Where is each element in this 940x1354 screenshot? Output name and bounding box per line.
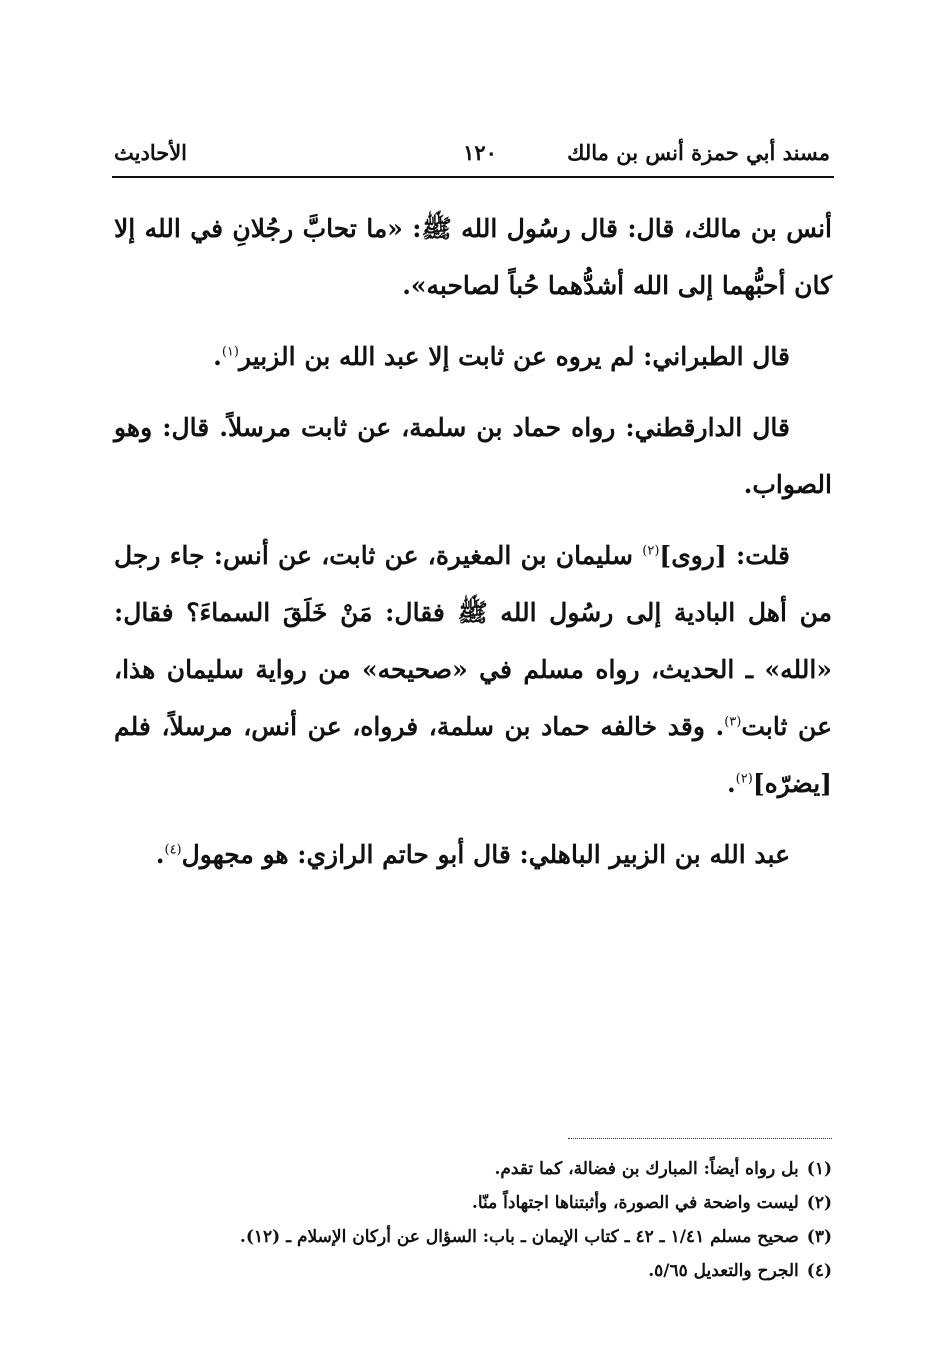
book-title: مسند أبي حمزة أنس بن مالك [567,140,830,165]
paragraph-bahili [114,826,832,883]
paragraph-text: قال الطبراني: لم يروه عن ثابت إلا عبد الله بن الزبير [238,342,790,371]
footnote-separator [568,1138,832,1139]
footnote-marker: (٣) [724,714,742,730]
footnote-marker: (١) [221,344,239,360]
footnote-marker: (٤) [164,842,182,858]
footnote-text: بل رواه أيضاً: المبارك بن فضالة، كما تقدم. [494,1159,799,1179]
paragraph-daraqutni: قال الدارقطني: رواه حماد بن سلمة، عن ثابت مرسلاً. قال: وهو الصواب. [114,413,832,499]
main-text [114,200,832,897]
footnote-number: (٣) [806,1227,832,1247]
paragraph-end: . [213,342,222,371]
footnote-item [114,1186,832,1220]
paragraph-text: قلت: [روى] [659,541,791,570]
footnote-text: صحيح مسلم ١/٤١ ـ ٤٢ ـ كتاب الإيمان ـ باب: السؤال عن أركان الإسلام ـ (١٢). [239,1227,799,1247]
footnote-number: (٢) [806,1193,832,1213]
paragraph-tabarani [114,328,832,385]
footnote-text: الجرح والتعديل ٥/٦٥. [648,1261,799,1281]
paragraph-end: . [726,769,736,798]
footnote-number: (١) [806,1159,832,1179]
paragraph-text: . وقد خالفه حماد بن سلمة، فرواه، عن أنس، مرسلاً، فلم [يضرّه] [114,712,832,798]
paragraph-text: سليمان بن المغيرة، عن ثابت، عن أنس: جاء رجل من أهل البادية إلى رسُول الله ﷺ فقال: مَنْ خَلَقَ السماءَ؟ فقال: «الله» ـ الحديث، رواه مسلم في «صحيحه» من رواية سليمان هذا، عن ثابت [114,541,832,741]
paragraph-comment [114,527,832,812]
footnote-text: ليست واضحة في الصورة، وأثبتناها اجتهاداً منّا. [471,1193,799,1213]
paragraph-hadith: أنس بن مالك، قال: قال رسُول الله ﷺ: «ما تحابَّ رجُلانِ في الله إلا كان أحبُّهما إلى الله أشدُّهما حُباً لصاحبه». [114,214,832,300]
footnote-marker: (٢) [735,771,753,787]
paragraph-text: عبد الله بن الزبير الباهلي: قال أبو حاتم الرازي: هو مجهول [181,840,790,869]
footnotes [114,1152,832,1288]
footnote-number: (٤) [806,1261,832,1281]
footnote-item [114,1254,832,1288]
footnote-item [114,1220,832,1254]
header-rule [112,176,834,178]
section-title: الأحاديث [114,140,188,165]
footnote-item [114,1152,832,1186]
running-header [114,138,830,172]
page-number: ١٢٠ [463,140,497,165]
footnote-marker: (٢) [642,543,660,559]
paragraph-end: . [155,840,165,869]
